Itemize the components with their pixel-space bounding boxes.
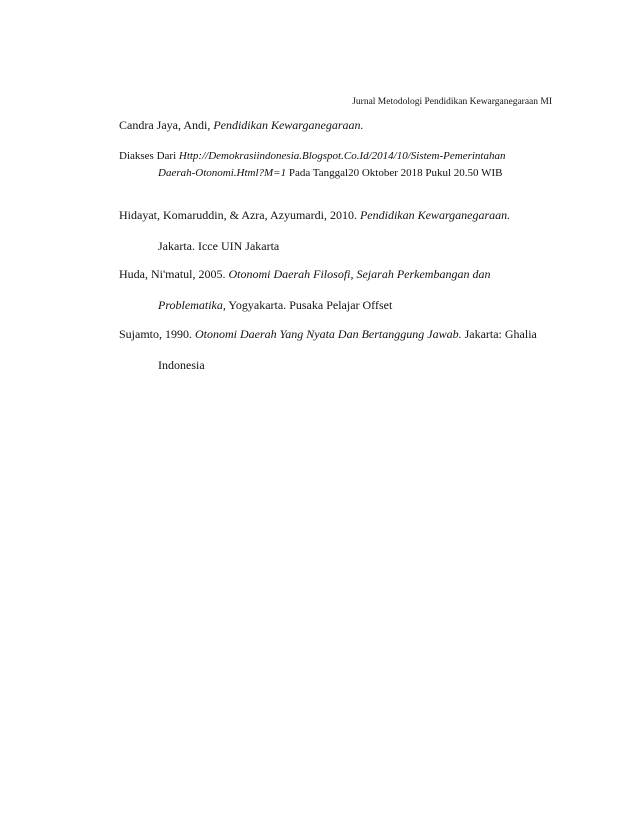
reference-title: Otonomi Daerah Filosofi, Sejarah Perkembangan dan	[228, 267, 491, 281]
reference-publisher-continuation: Indonesia	[158, 358, 205, 372]
reference-url-line-1	[119, 150, 506, 162]
reference-title: Otonomi Daerah Yang Nyata Dan Bertanggung Jawab.	[195, 327, 462, 341]
reference-sujamto-line-2	[158, 358, 205, 373]
reference-publisher: Jakarta: Ghalia	[461, 327, 537, 341]
reference-publisher: Yogyakarta. Pusaka Pelajar Offset	[225, 298, 393, 312]
reference-author: Huda, Ni'matul, 2005.	[119, 267, 229, 281]
reference-author: Candra Jaya, Andi,	[119, 118, 214, 132]
reference-publisher: Jakarta. Icce UIN Jakarta	[158, 239, 280, 253]
reference-author: Sujamto, 1990.	[119, 327, 196, 341]
reference-hidayat-line-2	[158, 239, 279, 254]
reference-access-date: Pada Tanggal20 Oktober 2018 Pukul 20.50 WIB	[286, 167, 503, 179]
reference-huda-line-2	[158, 298, 392, 313]
reference-url-line-2	[158, 167, 502, 179]
reference-huda-line-1	[119, 267, 490, 282]
reference-accessed-label: Diakses Dari	[119, 150, 179, 162]
reference-title-continuation: Problematika,	[158, 298, 226, 312]
reference-hidayat-line-1	[119, 208, 510, 223]
reference-url: Http://Demokrasiindonesia.Blogspot.Co.Id/2014/10/Sistem-Pemerintahan	[178, 150, 506, 162]
reference-title: Pendidikan Kewarganegaraan.	[359, 208, 511, 222]
reference-author: Hidayat, Komaruddin, & Azra, Azyumardi, 2010.	[119, 208, 360, 222]
reference-sujamto-line-1	[119, 327, 537, 342]
reference-url-continuation: Daerah-Otonomi.Html?M=1	[158, 167, 287, 179]
running-header: Jurnal Metodologi Pendidikan Kewarganegaraan MI	[352, 97, 552, 107]
reference-candra-jaya	[119, 118, 364, 133]
reference-title: Pendidikan Kewarganegaraan.	[213, 118, 364, 132]
